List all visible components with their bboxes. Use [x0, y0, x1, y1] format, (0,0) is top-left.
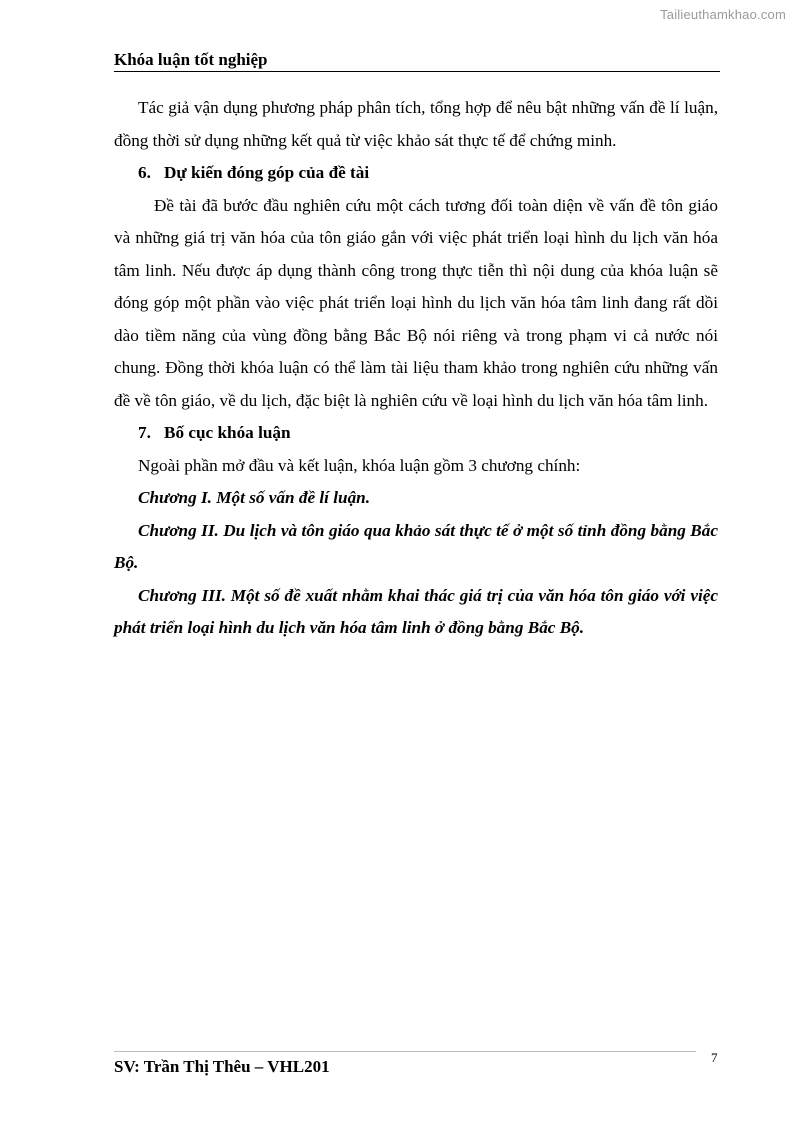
watermark-text: Tailieuthamkhao.com: [660, 7, 786, 22]
section-6-number: 6.: [138, 163, 151, 182]
section-7-number: 7.: [138, 423, 151, 442]
section-6-heading: [114, 157, 718, 190]
document-body: [114, 92, 718, 645]
section-6-paragraph: Đề tài đã bước đầu nghiên cứu một cách tương đối toàn diện về vấn đề tôn giáo và những giá trị văn hóa của tôn giáo gắn với việc phát triển loại hình du lịch văn hóa tâm linh. Nếu được áp dụng thành công trong thực tiễn thì nội dung của khóa luận sẽ đóng góp một phần vào việc phát triển loại hình du lịch văn hóa tâm linh đang rất dồi dào tiềm năng của vùng đồng bằng Bắc Bộ nói riêng và trong phạm vi cả nước nói chung. Đồng thời khóa luận có thể làm tài liệu tham khảo trong nghiên cứu những vấn đề về tôn giáo, về du lịch, đặc biệt là nghiên cứu về loại hình du lịch văn hóa tâm linh.: [114, 195, 718, 410]
header-title: Khóa luận tốt nghiệp: [114, 50, 268, 69]
section-7-title: Bố cục khóa luận: [164, 423, 291, 442]
section-7-paragraph: Ngoài phần mở đầu và kết luận, khóa luận gồm 3 chương chính:: [138, 455, 581, 475]
chapter-1-item: Chương I. Một số vấn đề lí luận.: [138, 488, 371, 507]
footer-author: SV: Trần Thị Thêu – VHL201: [114, 1057, 330, 1076]
footer-divider: [114, 1051, 696, 1052]
section-6-title: Dự kiến đóng góp của đề tài: [164, 163, 370, 182]
section-7-heading: [114, 417, 718, 450]
chapter-2-item: Chương II. Du lịch và tôn giáo qua khảo sát thực tế ở một số tỉnh đồng bằng Bắc Bộ.: [114, 520, 718, 572]
chapter-3-item: Chương III. Một số đề xuất nhằm khai thác giá trị của văn hóa tôn giáo với việc phát triển loại hình du lịch văn hóa tâm linh ở đồng bằng Bắc Bộ.: [114, 585, 718, 637]
page-header: [114, 50, 720, 72]
page-number: 7: [711, 1050, 718, 1065]
intro-paragraph: Tác giả vận dụng phương pháp phân tích, tổng hợp để nêu bật những vấn đề lí luận, đồng thời sử dụng những kết quả từ việc khảo sát thực tế để chứng minh.: [114, 98, 718, 150]
